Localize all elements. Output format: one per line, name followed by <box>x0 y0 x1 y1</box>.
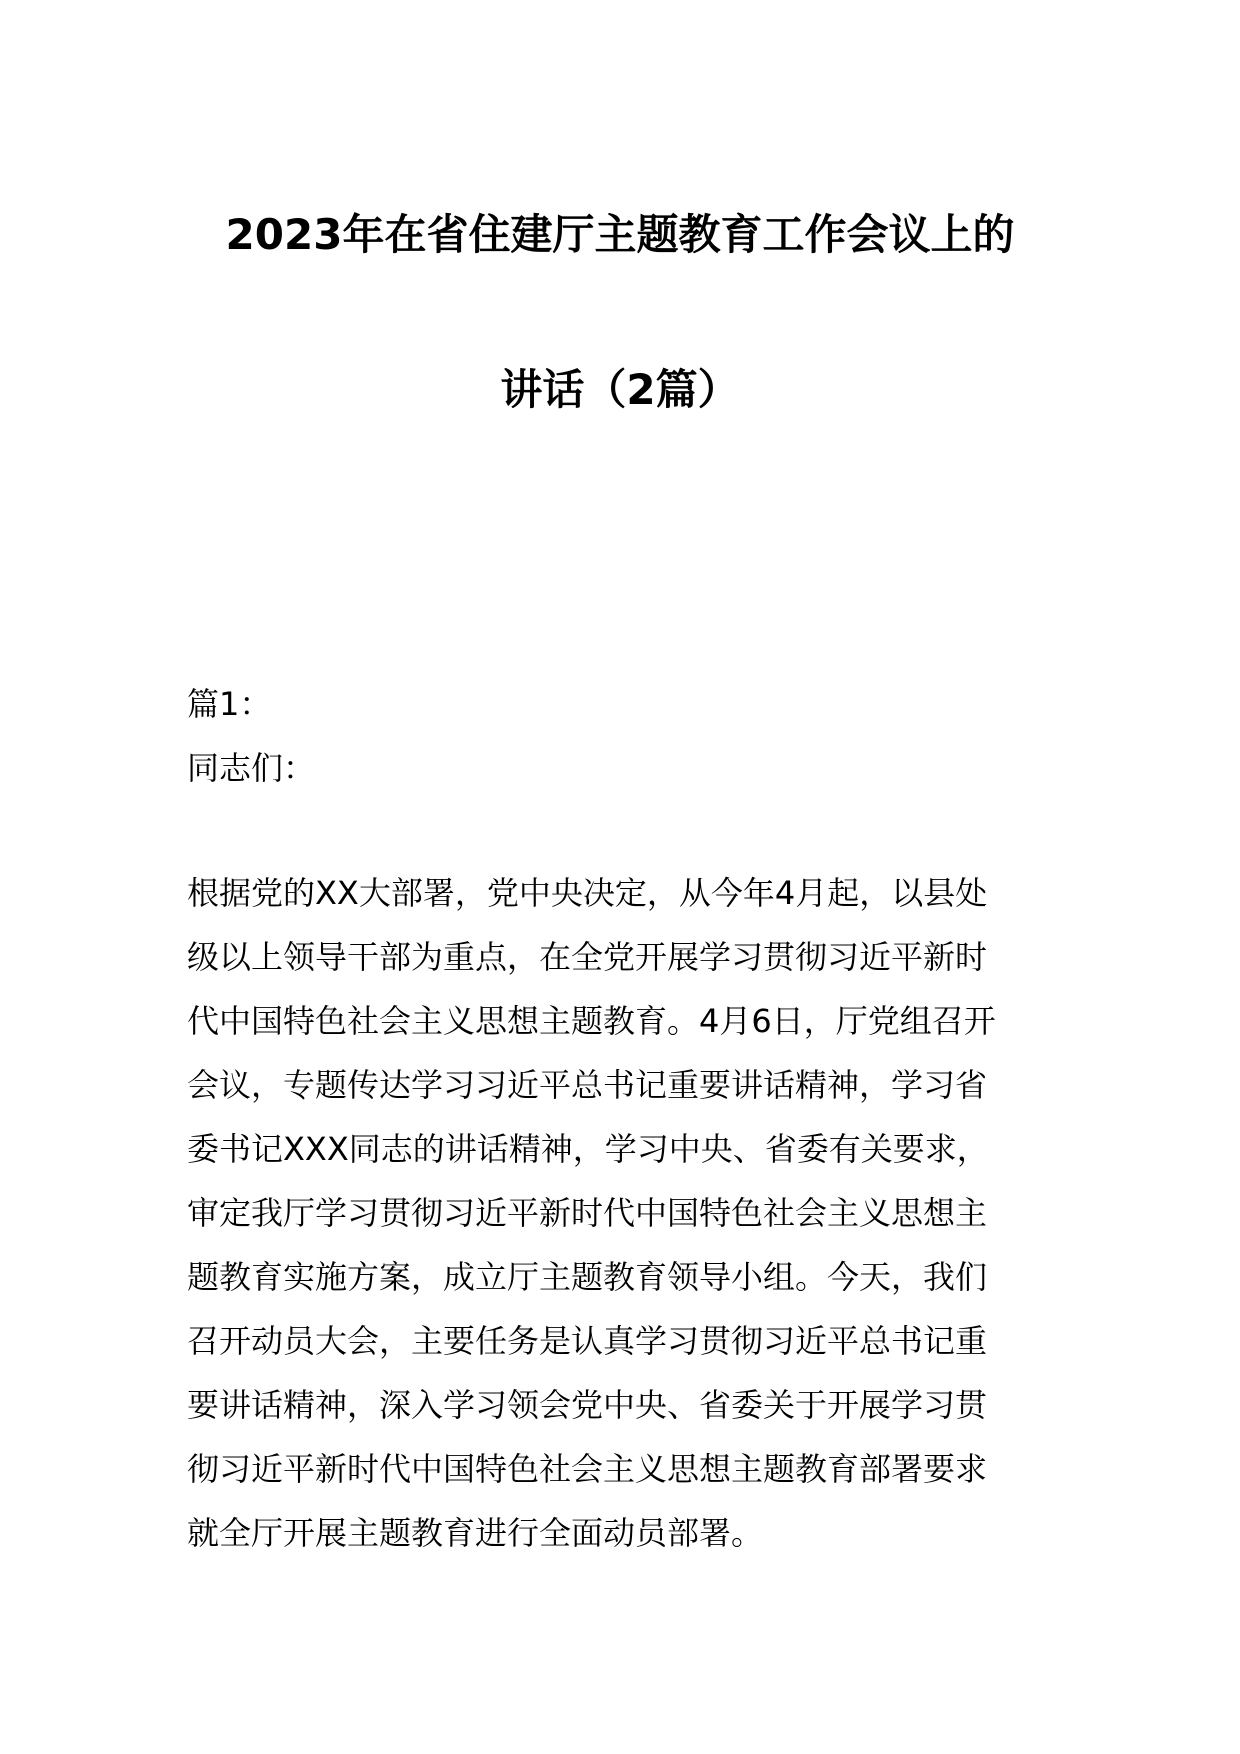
paragraph-line: 审定我厅学习贯彻习近平新时代中国特色社会主义思想主 <box>187 1194 988 1232</box>
paragraph-line: 题教育实施方案，成立厅主题教育领导小组。今天，我们 <box>187 1258 988 1296</box>
document-title-line-2: 讲话（2篇） <box>500 365 740 414</box>
document-title-line-1: 2023年在省住建厅主题教育工作会议上的 <box>225 210 1015 259</box>
paragraph-line: 会议，专题传达学习习近平总书记重要讲话精神，学习省 <box>187 1066 988 1104</box>
paragraph-line: 代中国特色社会主义思想主题教育。4月6日，厅党组召开 <box>187 1002 996 1040</box>
paragraph-line: 委书记XXX同志的讲话精神，学习中央、省委有关要求， <box>187 1130 989 1168</box>
paragraph-line: 彻习近平新时代中国特色社会主义思想主题教育部署要求 <box>187 1450 988 1488</box>
paragraph-line: 级以上领导干部为重点，在全党开展学习贯彻习近平新时 <box>187 938 988 976</box>
paragraph-line: 召开动员大会，主要任务是认真学习贯彻习近平总书记重 <box>187 1322 988 1360</box>
paragraph-line: 就全厅开展主题教育进行全面动员部署。 <box>187 1514 764 1552</box>
section-label: 篇1： <box>187 685 272 723</box>
paragraph-line: 根据党的XX大部署，党中央决定，从今年4月起，以县处 <box>187 874 988 912</box>
paragraph-line: 要讲话精神，深入学习领会党中央、省委关于开展学习贯 <box>187 1386 988 1424</box>
salutation: 同志们： <box>187 749 316 787</box>
